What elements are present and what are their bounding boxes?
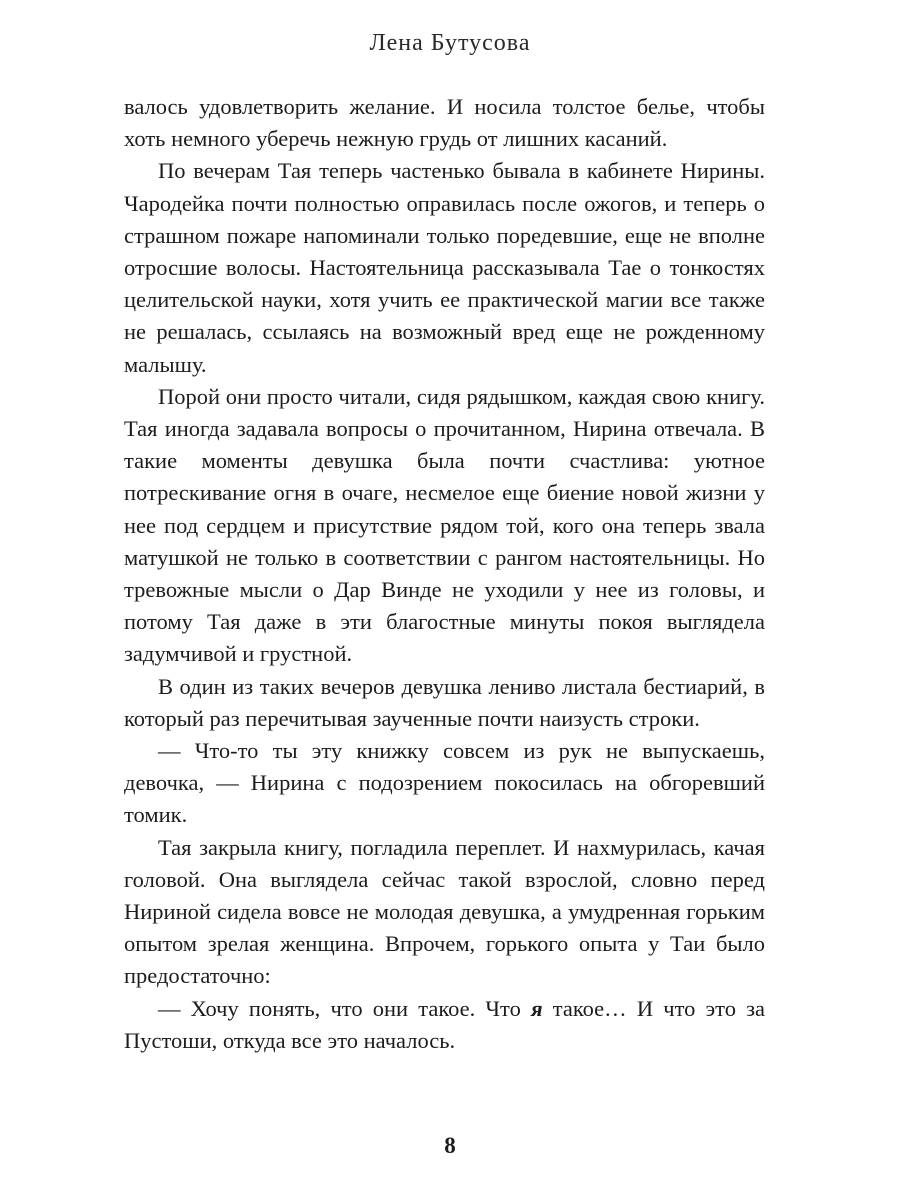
paragraph-1: валось удовлетворить желание. И носила толстое белье, чтобы хоть немного уберечь нежную грудь от лишних касаний. bbox=[124, 94, 765, 152]
dialogue-part-before: — Хочу понять, что они такое. Что bbox=[158, 995, 532, 1021]
paragraph-4: В один из таких вечеров девушка лениво листала бестиарий, в который раз перечитывая заученные почти наизусть строки. bbox=[124, 673, 765, 731]
paragraph-2: По вечерам Тая теперь частенько бывала в кабинете Нирины. Чародейка почти полностью оправилась после ожогов, и теперь о страшном пожаре напоминали только поредевшие, еще не вполне отросшие волосы. Настоятельница рассказывала Тае о тонкостях целительской науки, хотя учить ее практической магии все также не решалась, ссылаясь на возможный вред еще не рожденному малышу. bbox=[124, 158, 765, 377]
page-number: 8 bbox=[444, 1133, 456, 1158]
paragraph-5-dialogue: — Что-то ты эту книжку совсем из рук не выпускаешь, девочка, — Нирина с подозрением покосилась на обгоревший томик. bbox=[124, 738, 765, 828]
emphasized-word: я bbox=[531, 995, 543, 1021]
paragraph-3: Порой они просто читали, сидя рядышком, каждая свою книгу. Тая иногда задавала вопросы о прочитанном, Нирина отвечала. В такие моменты девушка была почти счастлива: уютное потрескивание огня в очаге, несмелое еще биение новой жизни у нее под сердцем и присутствие рядом той, кого она теперь звала матушкой не только в соответствии с рангом настоятельницы. Но тревожные мысли о Дар Винде не уходили у нее из головы, и потому Тая даже в эти благостные минуты покоя выглядела задумчивой и грустной. bbox=[124, 383, 765, 667]
running-header-author: Лена Бутусова bbox=[369, 30, 531, 56]
paragraph-6: Тая закрыла книгу, погладила переплет. И нахмурилась, качая головой. Она выглядела сейчас такой взрослой, словно перед Нириной сидела вовсе не молодая девушка, а умудренная горьким опытом зрелая женщина. Впрочем, горького опыта у Таи было предостаточно: bbox=[124, 834, 765, 989]
paragraph-7-dialogue bbox=[124, 993, 765, 1057]
dialogue-part-after: такое… И что это за Пустоши, откуда все это началось. bbox=[124, 995, 766, 1053]
body-text bbox=[124, 91, 765, 1057]
